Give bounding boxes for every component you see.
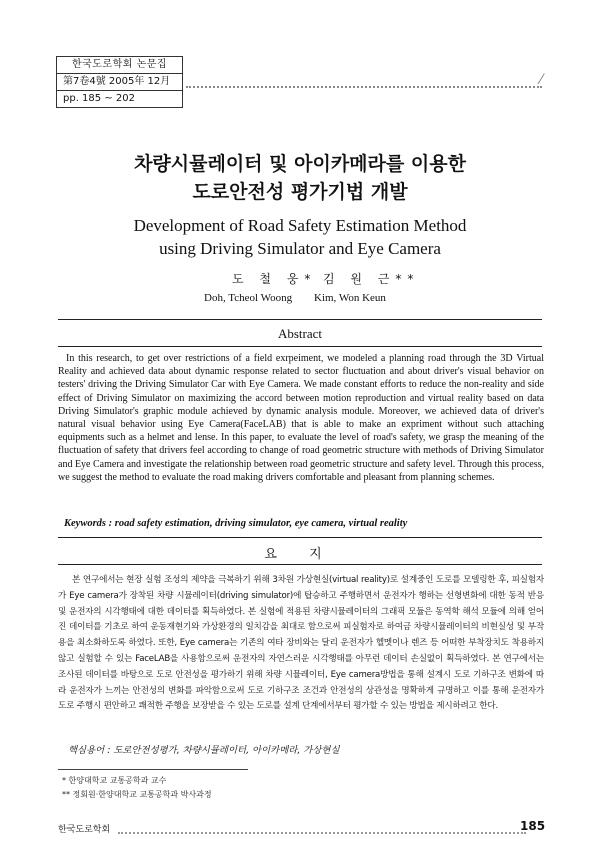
title-english-line-2: using Driving Simulator and Eye Camera [159,239,441,258]
keywords-korean: 핵심용어 : 도로안전성평가, 차량시뮬레이터, 아이카메라, 가상현실 [68,745,340,756]
footnote-1: * 한양대학교 교통공학과 교수 [62,776,167,785]
author-2-english: Kim, Won Keun [314,292,386,304]
yoji-top-rule [58,537,542,538]
title-korean-line-1: 차량시뮬레이터 및 아이카메라를 이용한 [134,153,466,175]
author-2-korean: 김 원 근** [323,272,420,286]
author-1-korean: 도 철 웅* [232,272,317,286]
title-korean-line-2: 도로안전성 평가기법 개발 [192,181,408,203]
footer-dotted-rule [118,832,526,834]
abstract-bottom-rule [58,346,542,347]
title-korean [0,150,600,206]
footnote-2: ** 정회원·한양대학교 교통공학과 박사과정 [62,790,212,799]
journal-info-box [56,56,183,108]
page-number: 185 [520,819,546,833]
journal-volume: 第7卷4號 2005年 12月 [57,74,182,91]
journal-name: 한국도로학회 논문집 [57,57,182,74]
abstract-top-rule [58,319,542,320]
yoji-body: 본 연구에서는 현장 실험 조성의 제약을 극복하기 위해 3차원 가상현실(virtual reality)로 설계중인 도로를 모델링한 후, 피실험자가 Eye camera가 장착된 차량 시뮬레이터(driving simulator)에 탑승하고 주행하면서 운전자가 행하는 선형변화에 대한 동적 반응 및 운전자의 시각행태에 대한 데이터를 획득하였다. 본 실험에 적용된 차량시뮬레이터의 그래픽 모듈은 동역학 해석 모듈에 의해 얻어진 데이터를 기초로 하여 운동재현기와 가상환경의 일치감을 최대로 함으로써 피실험자로 하여금 차량시뮬레이터의 비현실성 및 부작용을 최소화하도록 하였다. 또한, Eye camera는 기존의 여타 장비와는 달리 운전자가 헬멧이나 렌즈 등 어떠한 부착장치도 착용하지 않고 실험할 수 있는 FaceLAB을 사용함으로써 운전자의 자연스러운 시각행태를 아무런 데이터 손실없이 획득하였다. 본 연구에서는 조사된 데이터를 바탕으로 도로 안전성을 평가하기 위해 차량 시뮬레이터, Eye camera방법을 통해 설계시 도로 기하구조 변화에 따라 운전자가 느끼는 안전성의 변화를 파악함으로써 도로 기하구조 조건과 안전성의 상관성을 명확하게 규명하고 이를 통해 운전자가 도로 주행시 편안하고 쾌적한 주행을 보장받을 수 있는 도로를 설계 단계에서부터 평가할 수 있는 방법을 제시하려고 한다. [58,575,544,712]
title-english [0,214,600,260]
abstract-heading: Abstract [277,326,323,341]
yoji-bottom-rule [58,564,542,565]
footer-society: 한국도로학회 [58,825,111,835]
keywords-english: Keywords : road safety estimation, driving simulator, eye camera, virtual reality [64,518,408,529]
journal-pages: pp. 185 ~ 202 [63,93,135,104]
header-dotted-rule [186,86,542,88]
yoji-heading: 요 지 [264,547,336,562]
footnotes [62,774,212,802]
abstract-body: In this research, to get over restrictions of a field exrpeiment, we modeled a planning road through the 3D Virtual Reality and achieved data about dynamic response related to sector fluctuation and about driver's visual behavior on testers' driving the Driving Simulator Car with Eye Camera. We made constant efforts to reduce the non-reality and side effect of Driving Simulator on maximizing the accord between motion reproduction and virtual reality based on data Driving Simulator's graphic module achieved by dynamic analysis module. Moreover, we achieved data of driver's natural visual behavior using Eye Camera(FaceLAB) that is able to make an expriment without such attaching equipments such as a helmet and lense. In this paper, to evaluate the level of road's safety, we grasp the meaning of the fluctuation of safety that drivers feel according to change of road geometric structure with methods of Driving Simulator and Eye Camera and investigate the relationship between road geometric structure and safety level. Through this process, we suggest the method to evaluate the road making drivers comfortable and pleasant from planning schemes. [58,353,544,483]
corner-mark: ⁄ [540,72,543,88]
footnote-rule [58,769,248,770]
author-1-english: Doh, Tcheol Woong [204,292,293,304]
title-english-line-1: Development of Road Safety Estimation Method [133,216,467,235]
